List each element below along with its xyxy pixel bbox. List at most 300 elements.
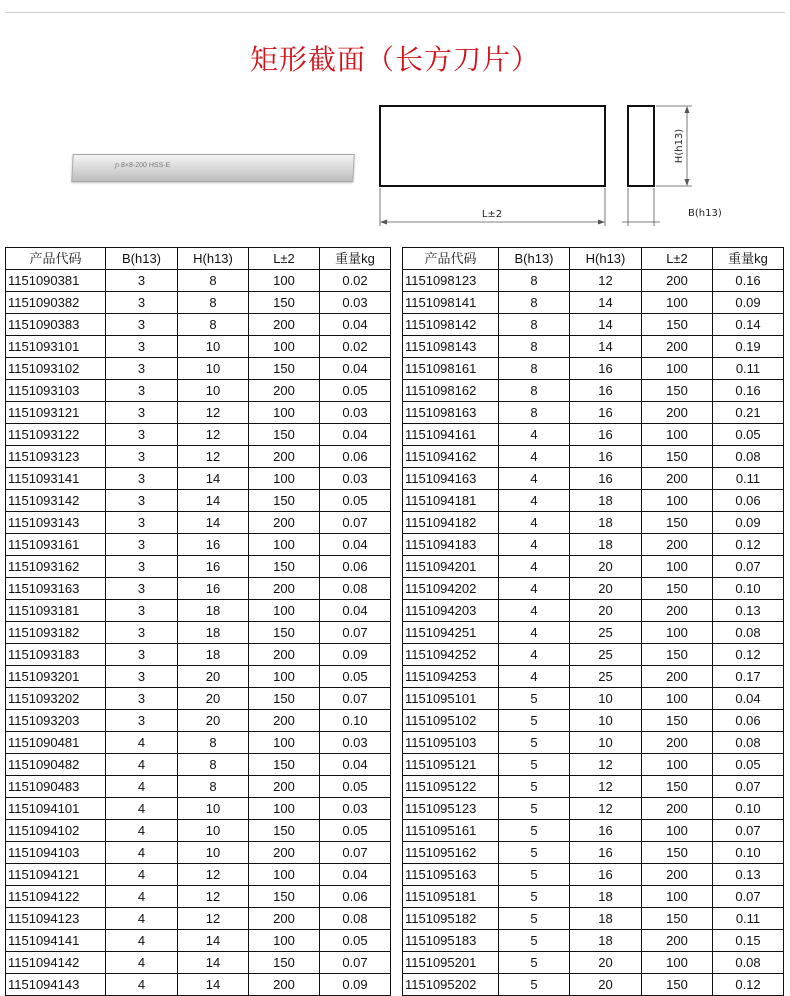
b-cell: 4 — [106, 974, 178, 996]
weight-cell: 0.07 — [320, 622, 391, 644]
weight-cell: 0.04 — [320, 314, 391, 336]
l-cell: 200 — [249, 578, 320, 600]
b-cell: 4 — [499, 600, 570, 622]
blade-marking: ɲ 8×8-200 HSS-E — [114, 162, 171, 169]
product-code-cell: 1151095123 — [403, 798, 499, 820]
product-code-cell: 1151094182 — [403, 512, 499, 534]
weight-cell: 0.03 — [320, 402, 391, 424]
header-product-code: 产品代码 — [403, 248, 499, 270]
table-row — [6, 666, 391, 688]
b-cell: 3 — [106, 666, 178, 688]
b-cell: 5 — [499, 974, 570, 996]
l-cell: 200 — [642, 732, 713, 754]
h-cell: 25 — [570, 644, 642, 666]
l-cell: 200 — [249, 776, 320, 798]
h-cell: 25 — [570, 622, 642, 644]
table-row — [403, 710, 784, 732]
b-cell: 5 — [499, 952, 570, 974]
h-cell: 12 — [570, 798, 642, 820]
b-cell: 3 — [106, 622, 178, 644]
b-cell: 4 — [499, 578, 570, 600]
l-cell: 100 — [249, 666, 320, 688]
table-row — [6, 908, 391, 930]
h-cell: 10 — [178, 798, 249, 820]
product-code-cell: 1151095201 — [403, 952, 499, 974]
l-cell: 150 — [249, 622, 320, 644]
weight-cell: 0.03 — [320, 798, 391, 820]
l-cell: 150 — [249, 688, 320, 710]
l-cell: 100 — [642, 886, 713, 908]
l-cell: 200 — [249, 380, 320, 402]
table-row — [403, 820, 784, 842]
h-cell: 16 — [570, 864, 642, 886]
h-cell: 18 — [570, 930, 642, 952]
h-cell: 12 — [178, 446, 249, 468]
l-cell: 100 — [249, 402, 320, 424]
weight-cell: 0.09 — [713, 512, 784, 534]
weight-cell: 0.08 — [320, 908, 391, 930]
b-cell: 3 — [106, 600, 178, 622]
b-cell: 3 — [106, 688, 178, 710]
l-cell: 200 — [249, 908, 320, 930]
product-code-cell: 1151095182 — [403, 908, 499, 930]
weight-cell: 0.16 — [713, 270, 784, 292]
l-cell: 100 — [249, 468, 320, 490]
b-cell: 3 — [106, 644, 178, 666]
product-code-cell: 1151098163 — [403, 402, 499, 424]
height-arrow-top — [685, 106, 690, 113]
table-row — [6, 842, 391, 864]
product-code-cell: 1151090383 — [6, 314, 106, 336]
front-view — [380, 106, 605, 186]
l-cell: 200 — [642, 864, 713, 886]
weight-cell: 0.05 — [320, 666, 391, 688]
product-code-cell: 1151093103 — [6, 380, 106, 402]
weight-cell: 0.02 — [320, 270, 391, 292]
h-cell: 14 — [570, 292, 642, 314]
weight-cell: 0.05 — [713, 754, 784, 776]
table-row — [403, 314, 784, 336]
b-cell: 4 — [499, 424, 570, 446]
table-row — [403, 732, 784, 754]
weight-cell: 0.04 — [320, 864, 391, 886]
b-cell: 3 — [106, 424, 178, 446]
weight-cell: 0.04 — [320, 754, 391, 776]
l-cell: 100 — [642, 820, 713, 842]
l-cell: 200 — [642, 666, 713, 688]
b-cell: 5 — [499, 798, 570, 820]
table-row — [6, 292, 391, 314]
l-cell: 200 — [642, 930, 713, 952]
weight-cell: 0.16 — [713, 380, 784, 402]
product-code-cell: 1151090382 — [6, 292, 106, 314]
h-cell: 8 — [178, 314, 249, 336]
h-cell: 16 — [570, 446, 642, 468]
h-cell: 12 — [178, 402, 249, 424]
h-cell: 14 — [570, 336, 642, 358]
l-cell: 150 — [249, 820, 320, 842]
weight-cell: 0.03 — [320, 732, 391, 754]
table-header-row — [403, 248, 784, 270]
h-cell: 10 — [178, 842, 249, 864]
product-code-cell: 1151095122 — [403, 776, 499, 798]
header-b: B(h13) — [106, 248, 178, 270]
table-row — [403, 908, 784, 930]
h-cell: 16 — [570, 842, 642, 864]
product-code-cell: 1151093141 — [6, 468, 106, 490]
weight-cell: 0.08 — [713, 622, 784, 644]
h-cell: 18 — [178, 644, 249, 666]
product-code-cell: 1151090381 — [6, 270, 106, 292]
b-cell: 5 — [499, 864, 570, 886]
h-cell: 10 — [570, 732, 642, 754]
product-code-cell: 1151093201 — [6, 666, 106, 688]
h-cell: 16 — [570, 380, 642, 402]
b-cell: 5 — [499, 754, 570, 776]
table-row — [403, 490, 784, 512]
b-cell: 3 — [106, 468, 178, 490]
l-cell: 200 — [642, 402, 713, 424]
l-cell: 200 — [249, 644, 320, 666]
b-cell: 5 — [499, 710, 570, 732]
b-cell: 4 — [106, 952, 178, 974]
l-cell: 200 — [642, 468, 713, 490]
b-cell: 5 — [499, 820, 570, 842]
product-code-cell: 1151095103 — [403, 732, 499, 754]
table-row — [6, 556, 391, 578]
h-cell: 14 — [178, 490, 249, 512]
l-cell: 100 — [642, 358, 713, 380]
table-row — [403, 776, 784, 798]
product-code-cell: 1151095163 — [403, 864, 499, 886]
weight-cell: 0.09 — [320, 974, 391, 996]
h-cell: 12 — [178, 424, 249, 446]
h-cell: 8 — [178, 270, 249, 292]
b-cell: 8 — [499, 380, 570, 402]
product-code-cell: 1151095162 — [403, 842, 499, 864]
l-cell: 150 — [249, 556, 320, 578]
product-code-cell: 1151093102 — [6, 358, 106, 380]
weight-cell: 0.13 — [713, 600, 784, 622]
h-cell: 16 — [570, 402, 642, 424]
h-cell: 16 — [178, 556, 249, 578]
weight-cell: 0.06 — [713, 710, 784, 732]
h-cell: 20 — [570, 578, 642, 600]
table-row — [403, 666, 784, 688]
h-cell: 12 — [178, 864, 249, 886]
weight-cell: 0.12 — [713, 534, 784, 556]
weight-cell: 0.10 — [320, 710, 391, 732]
table-row — [6, 732, 391, 754]
weight-cell: 0.04 — [713, 688, 784, 710]
b-cell: 8 — [499, 336, 570, 358]
weight-cell: 0.06 — [320, 446, 391, 468]
weight-cell: 0.04 — [320, 600, 391, 622]
product-code-cell: 1151090483 — [6, 776, 106, 798]
product-code-cell: 1151094103 — [6, 842, 106, 864]
product-code-cell: 1151094121 — [6, 864, 106, 886]
product-code-cell: 1151095202 — [403, 974, 499, 996]
table-row — [403, 644, 784, 666]
spec-table-right — [402, 247, 784, 996]
h-cell: 14 — [178, 974, 249, 996]
table-row — [403, 402, 784, 424]
h-cell: 18 — [178, 600, 249, 622]
weight-cell: 0.07 — [713, 820, 784, 842]
product-code-cell: 1151093143 — [6, 512, 106, 534]
b-cell: 3 — [106, 534, 178, 556]
b-cell: 5 — [499, 732, 570, 754]
product-code-cell: 1151094203 — [403, 600, 499, 622]
h-cell: 10 — [570, 688, 642, 710]
weight-cell: 0.10 — [713, 842, 784, 864]
l-cell: 150 — [249, 952, 320, 974]
table-row — [6, 578, 391, 600]
product-code-cell: 1151094143 — [6, 974, 106, 996]
b-cell: 4 — [106, 886, 178, 908]
table-row — [403, 270, 784, 292]
l-cell: 100 — [642, 688, 713, 710]
product-code-cell: 1151094181 — [403, 490, 499, 512]
table-row — [6, 622, 391, 644]
b-cell: 5 — [499, 688, 570, 710]
weight-cell: 0.08 — [713, 732, 784, 754]
header-b: B(h13) — [499, 248, 570, 270]
product-code-cell: 1151098161 — [403, 358, 499, 380]
b-cell: 8 — [499, 314, 570, 336]
table-row — [6, 468, 391, 490]
weight-cell: 0.21 — [713, 402, 784, 424]
weight-cell: 0.08 — [713, 952, 784, 974]
weight-cell: 0.09 — [320, 644, 391, 666]
h-cell: 18 — [178, 622, 249, 644]
h-cell: 18 — [570, 490, 642, 512]
h-cell: 14 — [178, 468, 249, 490]
weight-cell: 0.14 — [713, 314, 784, 336]
table-row — [6, 402, 391, 424]
weight-cell: 0.12 — [713, 644, 784, 666]
h-cell: 14 — [178, 930, 249, 952]
h-cell: 12 — [178, 886, 249, 908]
product-code-cell: 1151094122 — [6, 886, 106, 908]
l-cell: 150 — [249, 424, 320, 446]
header-h: H(h13) — [178, 248, 249, 270]
l-cell: 150 — [642, 776, 713, 798]
product-code-cell: 1151095183 — [403, 930, 499, 952]
table-row — [403, 556, 784, 578]
h-cell: 16 — [570, 358, 642, 380]
table-row — [403, 842, 784, 864]
product-code-cell: 1151094101 — [6, 798, 106, 820]
table-row — [6, 710, 391, 732]
table-row — [6, 754, 391, 776]
l-cell: 200 — [249, 974, 320, 996]
table-row — [6, 446, 391, 468]
h-cell: 20 — [570, 556, 642, 578]
b-cell: 4 — [106, 798, 178, 820]
header-product-code: 产品代码 — [6, 248, 106, 270]
h-cell: 8 — [178, 754, 249, 776]
b-cell: 4 — [499, 556, 570, 578]
weight-cell: 0.06 — [713, 490, 784, 512]
l-cell: 100 — [249, 732, 320, 754]
weight-cell: 0.11 — [713, 468, 784, 490]
b-cell: 4 — [106, 908, 178, 930]
table-row — [403, 974, 784, 996]
l-cell: 100 — [249, 864, 320, 886]
h-cell: 25 — [570, 666, 642, 688]
l-cell: 200 — [249, 512, 320, 534]
h-cell: 12 — [570, 776, 642, 798]
table-row — [403, 798, 784, 820]
h-cell: 18 — [570, 908, 642, 930]
l-cell: 150 — [249, 358, 320, 380]
b-cell: 3 — [106, 380, 178, 402]
l-cell: 200 — [642, 798, 713, 820]
h-cell: 18 — [570, 886, 642, 908]
l-cell: 150 — [249, 292, 320, 314]
h-cell: 10 — [178, 380, 249, 402]
b-cell: 3 — [106, 490, 178, 512]
product-code-cell: 1151094202 — [403, 578, 499, 600]
l-cell: 100 — [249, 534, 320, 556]
h-cell: 8 — [178, 292, 249, 314]
h-cell: 16 — [178, 578, 249, 600]
b-cell: 3 — [106, 446, 178, 468]
weight-cell: 0.07 — [320, 842, 391, 864]
product-code-cell: 1151094141 — [6, 930, 106, 952]
table-row — [6, 490, 391, 512]
h-cell: 20 — [178, 688, 249, 710]
weight-cell: 0.11 — [713, 908, 784, 930]
height-arrow-bottom — [685, 179, 690, 186]
product-code-cell: 1151093121 — [6, 402, 106, 424]
weight-cell: 0.08 — [713, 446, 784, 468]
height-label: H(h13) — [674, 128, 685, 164]
h-cell: 10 — [570, 710, 642, 732]
weight-cell: 0.07 — [320, 952, 391, 974]
b-cell: 3 — [106, 556, 178, 578]
l-cell: 150 — [642, 644, 713, 666]
page-title: 矩形截面（长方刀片） — [249, 43, 540, 76]
l-cell: 150 — [642, 578, 713, 600]
weight-cell: 0.04 — [320, 534, 391, 556]
table-row — [6, 820, 391, 842]
weight-cell: 0.05 — [713, 424, 784, 446]
weight-cell: 0.10 — [713, 578, 784, 600]
blade-photo — [71, 154, 354, 182]
product-code-cell: 1151093182 — [6, 622, 106, 644]
table-row — [403, 754, 784, 776]
product-code-cell: 1151094161 — [403, 424, 499, 446]
h-cell: 16 — [570, 468, 642, 490]
weight-cell: 0.15 — [713, 930, 784, 952]
l-cell: 150 — [642, 974, 713, 996]
product-code-cell: 1151098123 — [403, 270, 499, 292]
l-cell: 150 — [249, 754, 320, 776]
weight-cell: 0.09 — [713, 292, 784, 314]
product-code-cell: 1151095181 — [403, 886, 499, 908]
weight-cell: 0.04 — [320, 358, 391, 380]
table-row — [6, 380, 391, 402]
table-row — [403, 952, 784, 974]
table-row — [403, 578, 784, 600]
h-cell: 14 — [178, 512, 249, 534]
h-cell: 18 — [570, 512, 642, 534]
side-view — [628, 106, 654, 186]
table-row — [403, 292, 784, 314]
b-cell: 3 — [106, 402, 178, 424]
table-row — [6, 534, 391, 556]
product-code-cell: 1151093142 — [6, 490, 106, 512]
table-row — [403, 930, 784, 952]
h-cell: 14 — [570, 314, 642, 336]
table-row — [6, 776, 391, 798]
length-arrow-left — [380, 220, 387, 225]
weight-cell: 0.11 — [713, 358, 784, 380]
header-h: H(h13) — [570, 248, 642, 270]
table-row — [6, 358, 391, 380]
product-code-cell: 1151093122 — [6, 424, 106, 446]
l-cell: 100 — [249, 270, 320, 292]
l-cell: 100 — [249, 798, 320, 820]
weight-cell: 0.05 — [320, 930, 391, 952]
b-cell: 4 — [499, 644, 570, 666]
product-code-cell: 1151090482 — [6, 754, 106, 776]
l-cell: 100 — [642, 622, 713, 644]
b-cell: 8 — [499, 402, 570, 424]
h-cell: 8 — [178, 776, 249, 798]
table-row — [403, 886, 784, 908]
weight-cell: 0.06 — [320, 556, 391, 578]
product-code-cell: 1151090481 — [6, 732, 106, 754]
table-row — [6, 864, 391, 886]
b-cell: 4 — [499, 534, 570, 556]
weight-cell: 0.02 — [320, 336, 391, 358]
b-cell: 3 — [106, 710, 178, 732]
h-cell: 20 — [570, 974, 642, 996]
h-cell: 12 — [570, 270, 642, 292]
product-code-cell: 1151094253 — [403, 666, 499, 688]
b-cell: 3 — [106, 578, 178, 600]
h-cell: 20 — [178, 710, 249, 732]
l-cell: 100 — [642, 952, 713, 974]
b-cell: 4 — [106, 864, 178, 886]
table-row — [403, 380, 784, 402]
table-row — [6, 512, 391, 534]
product-code-cell: 1151098141 — [403, 292, 499, 314]
b-cell: 4 — [499, 468, 570, 490]
l-cell: 150 — [642, 512, 713, 534]
b-cell: 4 — [499, 666, 570, 688]
l-cell: 200 — [249, 710, 320, 732]
b-cell: 5 — [499, 842, 570, 864]
b-cell: 5 — [499, 776, 570, 798]
h-cell: 8 — [178, 732, 249, 754]
product-code-cell: 1151093181 — [6, 600, 106, 622]
weight-cell: 0.07 — [713, 556, 784, 578]
b-cell: 4 — [106, 842, 178, 864]
l-cell: 150 — [642, 908, 713, 930]
h-cell: 16 — [570, 820, 642, 842]
l-cell: 100 — [249, 930, 320, 952]
h-cell: 20 — [570, 952, 642, 974]
table-row — [403, 688, 784, 710]
l-cell: 100 — [249, 336, 320, 358]
b-cell: 5 — [499, 908, 570, 930]
b-cell: 4 — [106, 930, 178, 952]
l-cell: 100 — [642, 754, 713, 776]
